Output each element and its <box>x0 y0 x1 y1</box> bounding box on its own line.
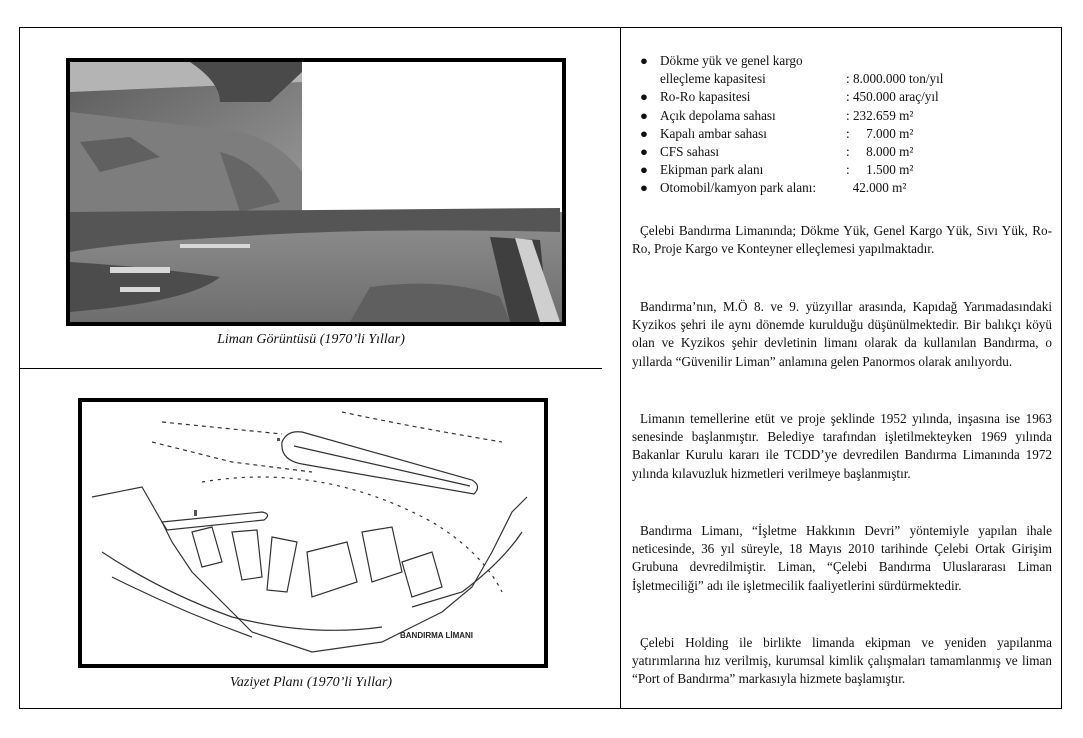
document-table <box>19 27 1062 709</box>
bullet-icon: ● <box>640 53 648 68</box>
site-plan-drawing <box>82 402 544 664</box>
paragraph-investments: Çelebi Holding ile birlikte limanda ekipman ve yeniden yapılanma yatırımlarına hız verilmiş, kurumsal kimlik çalışmaları tamamlanmış ve liman “Port of Bandırma” markasıyla hizmete başlamıştır. <box>632 635 1052 687</box>
paragraph-history: Bandırma’nın, M.Ö 8. ve 9. yüzyıllar arasında, Kapıdağ Yarımadasındaki Kyzikos şehri ile aynı dönemde kurulduğu düşünülmektedir. Bir balıkçı köyü olan ve Kyzikos şehir devletinin limanı olarak da kullanılan Bandırma, o yıllarda “Güvenilir Liman” anlamına gelen Panormos olarak anılıyordu. <box>632 299 1052 369</box>
bullet-icon: ● <box>640 162 648 178</box>
stat-label: elleçleme kapasitesi <box>660 71 766 87</box>
row-divider <box>20 368 602 369</box>
stat-label: CFS sahası <box>660 144 719 160</box>
stat-value: : 8.000.000 ton/yıl <box>846 71 944 87</box>
stat-value: : 8.000 m² <box>846 144 914 160</box>
paragraph-privatization: Bandırma Limanı, “İşletme Hakkının Devri” yöntemiyle yapılan ihale neticesinde, 36 yıl süreyle, 18 Mayıs 2010 tarihinde Çelebi Ortak Girişim Grubuna devredilmiştir. Liman, “Çelebi Bandırma Uluslararası Liman İşletmeciliği” adı ile işletmecilik faaliyetlerini sürdürmektedir. <box>632 523 1052 593</box>
plan-caption: Vaziyet Planı (1970’li Yıllar) <box>229 675 393 690</box>
stat-value: : 450.000 araç/yıl <box>846 89 939 105</box>
bullet-icon: ● <box>640 107 648 123</box>
stat-value: : 1.500 m² <box>846 162 914 178</box>
capacity-list <box>632 52 1052 198</box>
bullet-icon: ● <box>640 125 648 141</box>
stat-value: : 232.659 m² <box>846 107 914 123</box>
stat-label: Ro-Ro kapasitesi <box>660 89 751 105</box>
stat-label: Açık depolama sahası <box>660 107 776 123</box>
photo-caption: Liman Görüntüsü (1970’li Yıllar) <box>217 332 405 347</box>
bullet-icon: ● <box>640 180 648 196</box>
harbor-photo <box>66 58 566 326</box>
plan-label: BANDIRMA LİMANI <box>400 631 474 640</box>
port-info-column <box>632 52 1052 687</box>
paragraph-cargo-types: Çelebi Bandırma Limanında; Dökme Yük, Genel Kargo Yük, Sıvı Yük, Ro-Ro, Proje Kargo ve Konteyner elleçlemesi yapılmaktadır. <box>632 223 1052 257</box>
list-item <box>632 161 1052 179</box>
stat-label: Kapalı ambar sahası <box>660 125 767 141</box>
bullet-icon: ● <box>640 89 648 105</box>
stat-label: Otomobil/kamyon park alanı: <box>660 180 817 196</box>
stat-label-line1: Dökme yük ve genel kargo <box>660 53 803 68</box>
list-item <box>632 125 1052 143</box>
stat-label: Ekipman park alanı <box>660 162 764 178</box>
stat-value: : 7.000 m² <box>846 125 914 141</box>
stat-value: 42.000 m² <box>846 180 907 196</box>
list-item <box>632 179 1052 197</box>
list-item <box>632 52 1052 88</box>
site-plan <box>78 398 548 668</box>
paragraph-construction: Limanın temellerine etüt ve proje şeklinde 1952 yılında, inşasına ise 1963 senesinde başlanmıştır. Belediye tarafından işletilmekteyken 1969 yılında Bakanlar Kurulu kararı ile TCDD’ye devredilen Bandırma Limanında 1972 yılında kılavuzluk hizmetleri verilmeye başlanmıştır. <box>632 411 1052 481</box>
list-item <box>632 143 1052 161</box>
harbor-photo-image <box>70 62 562 322</box>
list-item <box>632 107 1052 125</box>
column-divider <box>620 28 621 708</box>
list-item <box>632 88 1052 106</box>
bullet-icon: ● <box>640 144 648 160</box>
